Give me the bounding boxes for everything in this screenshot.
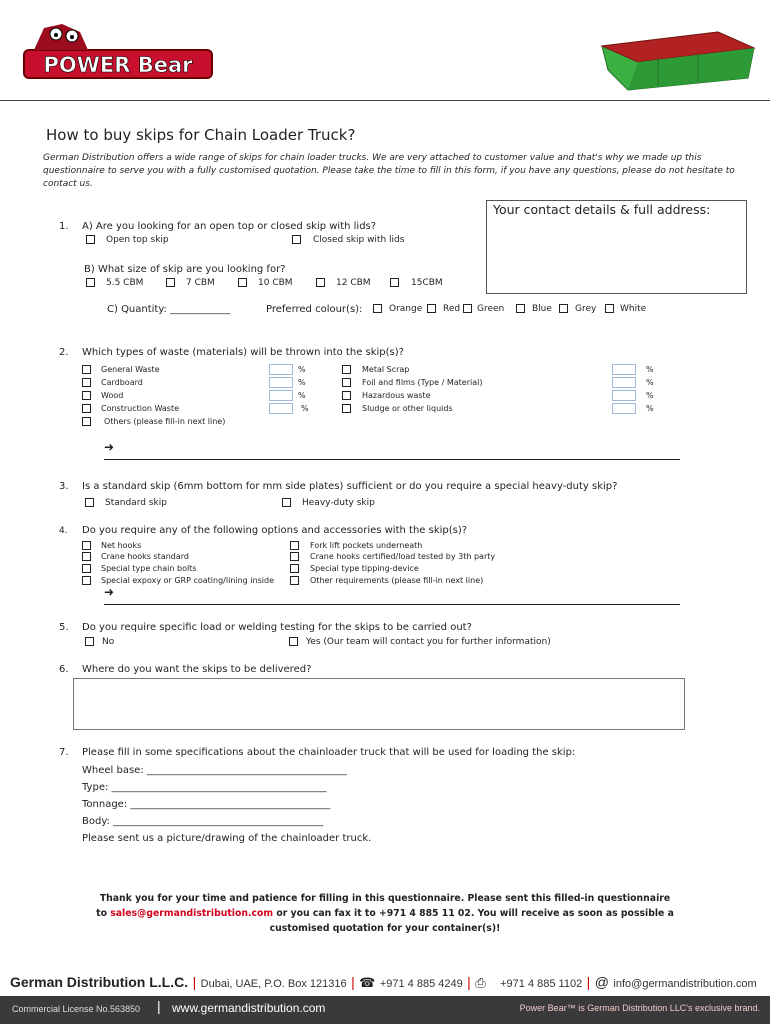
waste-right-label-3: Sludge or other liquids — [362, 404, 453, 413]
waste-right-label-1: Foil and films (Type / Material) — [362, 378, 483, 387]
waste-right-checkbox-1[interactable] — [342, 378, 351, 387]
pct-sign-left-0: % — [298, 365, 306, 374]
closed-skip-checkbox[interactable] — [292, 235, 301, 244]
waste-others-label: Others (please fill-in next line) — [104, 417, 226, 426]
pct-input-left-2[interactable] — [269, 390, 293, 401]
waste-others-checkbox[interactable] — [82, 417, 91, 426]
footer-contact-row — [10, 974, 765, 994]
q6-number: 6. — [59, 664, 69, 675]
arrow-icon: ➜ — [104, 440, 115, 454]
option-right-label-2: Special type tipping-device — [310, 564, 419, 573]
pct-input-right-0[interactable] — [612, 364, 636, 375]
colour-label-red: Red — [443, 304, 461, 314]
thanks-line-3: customised quotation for your container(s)! — [269, 923, 501, 934]
pct-sign-left-1: % — [298, 378, 306, 387]
footer-bar — [0, 996, 770, 1024]
contact-details-box[interactable] — [486, 200, 747, 294]
pct-input-right-1[interactable] — [612, 377, 636, 388]
waste-left-checkbox-3[interactable] — [82, 404, 91, 413]
waste-left-checkbox-0[interactable] — [82, 365, 91, 374]
footer-separator: | — [586, 974, 591, 990]
footer-separator: | — [192, 974, 197, 990]
heavy-duty-label: Heavy-duty skip — [302, 498, 375, 508]
pct-input-left-0[interactable] — [269, 364, 293, 375]
option-right-label-1: Crane hooks certified/load tested by 3th party — [310, 552, 496, 561]
waste-right-checkbox-2[interactable] — [342, 391, 351, 400]
testing-no-checkbox[interactable] — [85, 637, 94, 646]
colour-label-blue: Blue — [532, 304, 552, 314]
waste-right-checkbox-0[interactable] — [342, 365, 351, 374]
header-divider — [0, 100, 770, 101]
option-right-label-3: Other requirements (please fill-in next line) — [310, 576, 484, 585]
thanks-to: to — [96, 908, 107, 919]
footer-phone[interactable]: +971 4 885 4249 — [379, 978, 463, 990]
phone-icon: ☎ — [359, 975, 376, 990]
option-left-checkbox-0[interactable] — [82, 541, 91, 550]
type-field[interactable]: Type: ___________________________________________ — [82, 782, 327, 793]
footer-company: German Distribution L.L.C. — [10, 974, 189, 990]
tonnage-field[interactable]: Tonnage: ________________________________________ — [82, 799, 331, 810]
footer-license: Commercial License No.563850 — [12, 1004, 141, 1014]
pct-sign-right-2: % — [646, 391, 654, 400]
colour-checkbox-white[interactable] — [605, 304, 614, 313]
colour-label-white: White — [620, 304, 647, 314]
size-label-4: 15CBM — [411, 278, 443, 288]
footer-address: Dubai, UAE, P.O. Box 121316 — [200, 978, 347, 990]
q7-number: 7. — [59, 747, 69, 758]
thanks-line-2 — [60, 906, 710, 921]
pct-input-left-3[interactable] — [269, 403, 293, 414]
pct-input-left-1[interactable] — [269, 377, 293, 388]
q2-label: Which types of waste (materials) will be thrown into the skip(s)? — [82, 347, 404, 358]
option-left-label-0: Net hooks — [101, 541, 142, 550]
at-icon: @ — [594, 974, 609, 990]
option-right-checkbox-1[interactable] — [290, 552, 299, 561]
standard-skip-checkbox[interactable] — [85, 498, 94, 507]
power-bear-logo — [22, 20, 214, 82]
colour-checkbox-orange[interactable] — [373, 304, 382, 313]
colour-label-grey: Grey — [575, 304, 597, 314]
q1-b-label: B) What size of skip are you looking for? — [84, 264, 286, 275]
option-right-checkbox-0[interactable] — [290, 541, 299, 550]
waste-right-checkbox-3[interactable] — [342, 404, 351, 413]
fax-icon: ⎙ — [475, 975, 486, 990]
waste-left-label-1: Cardboard — [101, 378, 143, 387]
testing-yes-checkbox[interactable] — [289, 637, 298, 646]
page-title: How to buy skips for Chain Loader Truck? — [46, 126, 356, 144]
other-requirements-fill-line[interactable] — [104, 604, 680, 605]
pct-input-right-3[interactable] — [612, 403, 636, 414]
waste-left-checkbox-2[interactable] — [82, 391, 91, 400]
footer-separator: | — [467, 974, 471, 990]
q4-label: Do you require any of the following options and accessories with the skip(s)? — [82, 525, 468, 536]
footer-email[interactable]: info@germandistribution.com — [613, 978, 757, 990]
size-label-2: 10 CBM — [258, 278, 293, 288]
size-checkbox-4[interactable] — [390, 278, 399, 287]
colour-label: Preferred colour(s): — [266, 304, 363, 315]
footer-fax: +971 4 885 1102 — [500, 978, 583, 990]
q7-label: Please fill in some specifications about the chainloader truck that will be used for loading the skip: — [82, 747, 576, 758]
q3-label: Is a standard skip (6mm bottom for mm side plates) sufficient or do you require a special heavy-duty skip? — [82, 481, 618, 492]
colour-label-green: Green — [477, 304, 505, 314]
option-left-checkbox-1[interactable] — [82, 552, 91, 561]
pct-sign-right-1: % — [646, 378, 654, 387]
option-left-label-3: Special expoxy or GRP coating/lining inside — [101, 576, 274, 585]
option-left-label-2: Special type chain bolts — [101, 564, 197, 573]
option-right-checkbox-3[interactable] — [290, 576, 299, 585]
intro-text: German Distribution offers a wide range of skips for chain loader trucks. We are very attached to customer value and that's why we made up this questionnaire to serve you with a fully customised quotation. Please take the time to fill in this form, if you have any questions, please do not hesitate to contact us. — [43, 153, 735, 189]
q1-number: 1. — [59, 221, 69, 232]
pct-sign-right-0: % — [646, 365, 654, 374]
colour-checkbox-green[interactable] — [463, 304, 472, 313]
logo-text: POWER Bear — [43, 53, 193, 77]
closed-skip-label: Closed skip with lids — [313, 235, 405, 245]
sales-email-link[interactable]: sales@germandistribution.com — [110, 908, 274, 919]
waste-right-label-2: Hazardous waste — [362, 391, 431, 400]
size-checkbox-2[interactable] — [238, 278, 247, 287]
open-top-checkbox[interactable] — [86, 235, 95, 244]
pct-sign-right-3: % — [646, 404, 654, 413]
open-top-label: Open top skip — [106, 235, 169, 245]
waste-right-label-0: Metal Scrap — [362, 365, 410, 374]
thanks-line-1: Thank you for your time and patience for filling in this questionnaire. Please sent this filled-in questionnaire — [99, 893, 671, 904]
standard-skip-label: Standard skip — [105, 498, 167, 508]
wheel-base-field[interactable]: Wheel base: ________________________________________ — [82, 765, 347, 776]
heavy-duty-checkbox[interactable] — [282, 498, 291, 507]
option-left-checkbox-3[interactable] — [82, 576, 91, 585]
size-label-1: 7 CBM — [186, 278, 215, 288]
footer-brand-note: Power Bear™ is German Distribution LLC's exclusive brand. — [519, 1003, 760, 1013]
thanks-line-2-rest: or you can fax it to +971 4 885 11 02. You will receive as soon as possible a — [276, 908, 674, 919]
pct-sign-left-2: % — [298, 391, 306, 400]
colour-checkbox-grey[interactable] — [559, 304, 568, 313]
contact-box-label: Your contact details & full address: — [493, 202, 711, 217]
testing-yes-label: Yes (Our team will contact you for further information) — [306, 637, 551, 647]
arrow-icon: ➜ — [104, 585, 115, 599]
thank-you-text — [60, 891, 710, 936]
option-right-checkbox-2[interactable] — [290, 564, 299, 573]
pct-sign-left-3: % — [301, 404, 309, 413]
others-fill-line[interactable] — [104, 459, 680, 460]
waste-left-label-3: Construction Waste — [101, 404, 180, 413]
option-right-label-0: Fork lift pockets underneath — [310, 541, 423, 550]
size-checkbox-3[interactable] — [316, 278, 325, 287]
q5-label: Do you require specific load or welding testing for the skips to be carried out? — [82, 622, 472, 633]
colour-label-orange: Orange — [389, 304, 423, 314]
size-label-3: 12 CBM — [336, 278, 371, 288]
waste-left-checkbox-1[interactable] — [82, 378, 91, 387]
quantity-field[interactable]: C) Quantity: ____________ — [107, 304, 231, 315]
waste-left-label-0: General Waste — [101, 365, 160, 374]
pct-input-right-2[interactable] — [612, 390, 636, 401]
picture-note: Please sent us a picture/drawing of the chainloader truck. — [82, 833, 372, 844]
size-checkbox-0[interactable] — [86, 278, 95, 287]
footer-bar-separator: | — [157, 998, 161, 1014]
q2-number: 2. — [59, 347, 69, 358]
body-field[interactable]: Body: __________________________________________ — [82, 816, 324, 827]
q4-number: 4. — [59, 526, 68, 536]
testing-no-label: No — [102, 637, 115, 647]
delivery-address-box[interactable] — [73, 678, 685, 730]
option-left-label-1: Crane hooks standard — [101, 552, 189, 561]
size-checkbox-1[interactable] — [166, 278, 175, 287]
waste-left-label-2: Wood — [101, 391, 124, 400]
q6-label: Where do you want the skips to be delivered? — [82, 664, 312, 675]
footer-website[interactable]: www.germandistribution.com — [172, 1001, 326, 1015]
footer-separator: | — [351, 974, 355, 990]
option-left-checkbox-2[interactable] — [82, 564, 91, 573]
size-label-0: 5.5 CBM — [106, 278, 144, 288]
colour-checkbox-blue[interactable] — [516, 304, 525, 313]
q3-number: 3. — [59, 481, 69, 492]
q1-a-label: A) Are you looking for an open top or closed skip with lids? — [82, 221, 377, 232]
colour-checkbox-red[interactable] — [427, 304, 436, 313]
q5-number: 5. — [59, 622, 69, 633]
skip-illustration — [598, 18, 758, 93]
